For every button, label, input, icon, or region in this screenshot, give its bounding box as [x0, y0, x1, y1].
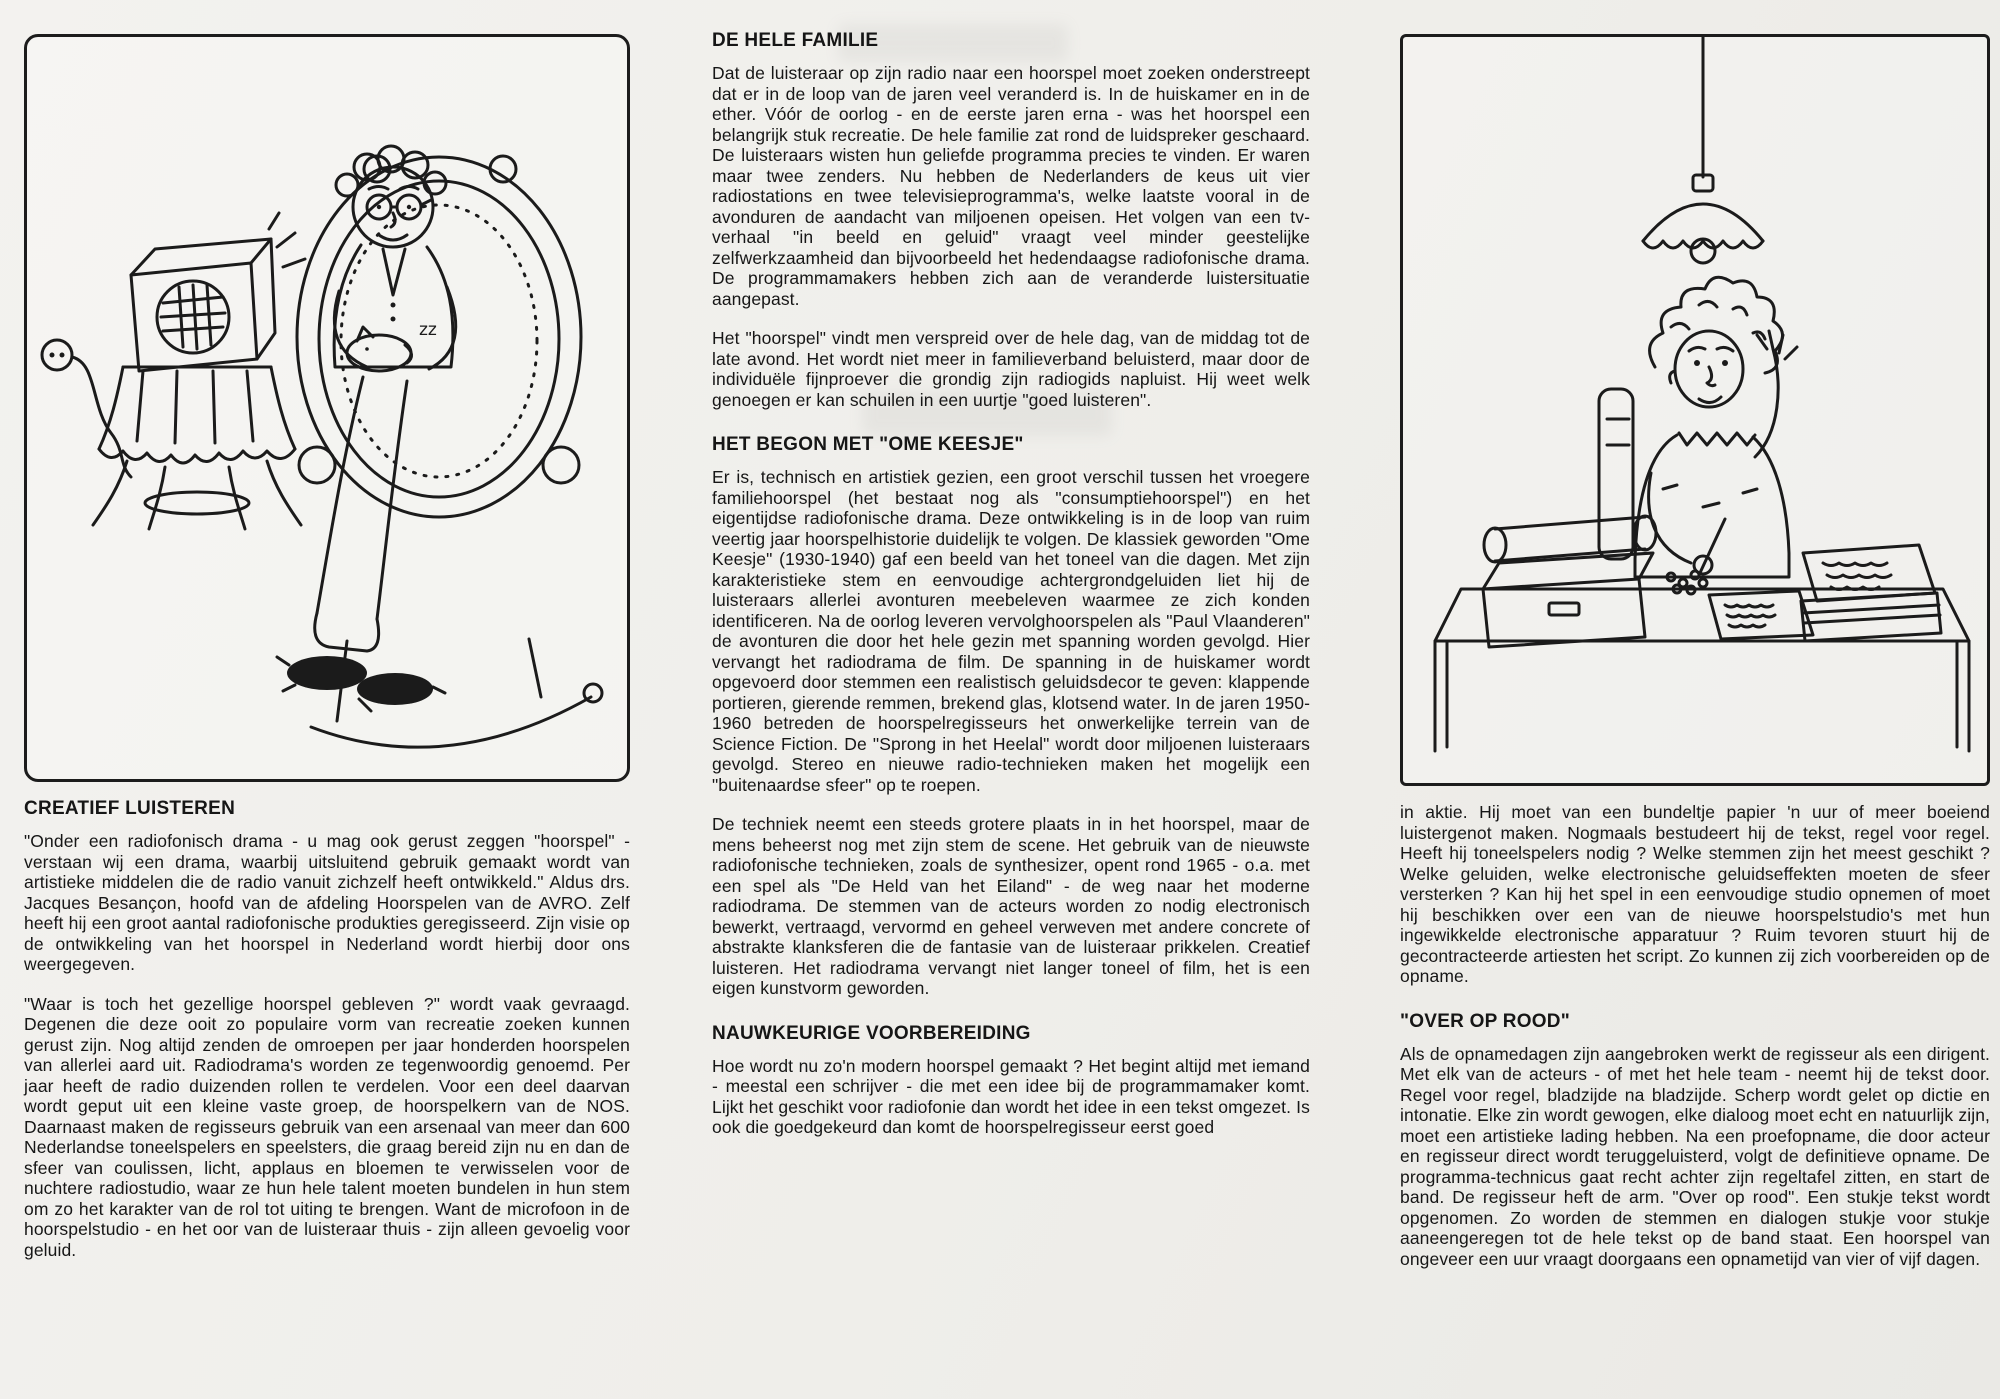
- paragraph: "Onder een radiofonisch drama - u mag ook gerust zeggen "hoorspel" - verstaan wij een drama, waarbij uitsluitend gebruik gemaakt wordt van artistieke middelen die de radio vanuit zichzelf heeft ontwikkeld." Aldus drs. Jacques Besançon, hoofd van de afdeling Hoorspelen van de AVRO. Zelf heeft hij een groot aantal radiofonische produkties geregisseerd. Zijn visie op de ontwikkeling van het hoorspel in Nederland wordt hierbij door ons weergegeven.: [24, 831, 630, 974]
- paragraph: De techniek neemt een steeds grotere plaats in in het hoorspel, maar de mens beheerst nog met zijn stem de scene. Het gebruik van de nieuwste radiofonische technieken, zoals de synthesizer, opent rond 1965 - o.a. met een spel als "De Held van het Eiland" - de weg naar het moderne radiodrama. De stemmen van de acteurs worden zo nodig electronisch bewerkt, vertraagd, vervormd en geheel verweven met andere concrete of abstrakte klanksferen die de fantasie van de luisteraar prikkelen. Creatief luisteren. Het radiodrama vervangt niet langer toneel of film, het is een eigen kunstvorm geworden.: [712, 814, 1310, 998]
- sound-waves-icon: [269, 213, 305, 267]
- radio-speaker-icon: [131, 239, 275, 371]
- listener-person-icon: [315, 146, 456, 651]
- illustration-director-at-desk: [1400, 34, 1990, 786]
- chair-icon: [1599, 389, 1633, 559]
- illustration-radio-listener: [24, 34, 630, 782]
- paragraph: Hoe wordt nu zo'n modern hoorspel gemaakt ? Het begint altijd met iemand - meestal een schrijver - die met een idee bij de programmamaker komt. Lijkt het geschikt voor radiofonie dan wordt het idee in een tekst omgezet. Is ook die goedgekeurd dan komt de hoorspelregisseur eerst goed: [712, 1055, 1310, 1137]
- table-icon: [93, 367, 301, 529]
- right-column: [1400, 0, 1990, 1269]
- middle-column: [712, 0, 1310, 1138]
- section-heading-ome-keesje: HET BEGON MET "OME KEESJE": [712, 434, 1024, 455]
- paragraph: Het "hoorspel" vindt men verspreid over de hele dag, van de middag tot de late avond. Het wordt niet meer in familieverband beluisterd, maar door de individuële fijnproever die grondig zijn radiogids napluist. Hij weet welk genoegen er kan schuilen in een uurtje "goed luisteren".: [712, 328, 1310, 410]
- paragraph: Dat de luisteraar op zijn radio naar een hoorspel moet zoeken onderstreept dat er in de loop van de jaren veel veranderd is. In de huiskamer en in de ether. Vóór de oorlog - en de eerste jaren erna - was het hoorspel een belangrijk stuk recreatie. De hele familie zat rond de luidspreker geschaard. De luisteraars wisten hun geliefde programma precies te vinden. Er waren maar twee zenders. Nu hebben de Nederlanders de keus uit vier radiostations en twee televisieprogramma's, welke laatste vooral in de avonduren de aandacht van miljoenen opeisen. Het volgen van een tv-verhaal "in beeld en geluid" vraagt veel minder geestelijke zelfwerkzaamheid dan bijvoorbeeld het hedendaagse radiofonische drama. De programmamakers hebben zich aan de veranderde luistersituatie aangepast.: [712, 63, 1310, 309]
- paragraph: Als de opnamedagen zijn aangebroken werkt de regisseur als een dirigent. Met elk van de acteurs - of met het hele team - neemt hij de tekst door. Regel voor regel, bladzijde na bladzijde. Scherp wordt gelet op dictie en intonatie. Elke zin wordt gewogen, elke dialoog moet echt en natuurlijk zijn, moet een artistieke lading hebben. Na een proefopname, die door acteur en regisseur direct wordt teruggeluisterd, volgt de definitieve opname. De programma-technicus gaat recht achter zijn regeltafel zitten, en start de band. De regisseur heft de arm. "Over op rood". Een stukje tekst wordt opgenomen. Zo worden de stemmen en dialogen stukje voor stukje aaneengeregen tot de hele tekst op de band staat. Een hoorspel van ongeveer een uur vraagt doorgaans een opnametijd van vier of vijf dagen.: [1400, 1043, 1990, 1269]
- section-heading-de-hele-familie: DE HELE FAMILIE: [712, 30, 879, 51]
- director-drawing: [1403, 37, 1987, 783]
- section-heading-over-op-rood: "OVER OP ROOD": [1400, 1010, 1571, 1032]
- hanging-lamp-icon: [1643, 37, 1763, 263]
- left-column: [24, 0, 630, 1260]
- director-person-icon: [1635, 277, 1797, 577]
- tape-machine-icon: [1483, 516, 1707, 647]
- paragraph: "Waar is toch het gezellige hoorspel gebleven ?" wordt vaak gevraagd. Degenen die deze ooit zo populaire vorm van recreatie zoeken kunnen gerust zijn. Nog altijd zenden de omroepen per jaar honderden hoorspelen van allerlei aard uit. Radiodrama's worden ze tegenwoordig genoemd. Per jaar heeft de radio duizenden rollen te verdelen. Voor een deel daarvan wordt geput uit een kleine vaste groep, de hoorspelkern van de NOS. Daarnaast maken de regisseurs gebruik van een arsenaal van meer dan 600 Nederlandse toneelspelers en speelsters, die graag bereid zijn nu en dan de sfeer van coulissen, licht, applaus en bloemen te verwisselen voor de nuchtere radiostudio, waar ze hun hele talent moeten bundelen in hun stem om zo het karakter van de rol tot uiting te brengen. Want de microfoon in de hoorspelstudio - en het oor van de luisteraar thuis - zijn alleen gevoelig voor geluid.: [24, 993, 630, 1260]
- cat-sleep-text: zz: [419, 320, 437, 340]
- radio-listener-drawing: [27, 37, 627, 779]
- manuscript-sheet-icon: [1709, 591, 1813, 639]
- paragraph: Er is, technisch en artistiek gezien, een groot verschil tussen het vroegere familiehoorspel (het bestaat nog als "consumptiehoorspel") en het eigentijdse radiofonische drama. Deze ontwikkeling is in de loop van ruim veertig jaar hoorspelhistorie duidelijk te volgen. De klassiek geworden "Ome Keesje" (1930-1940) gaf een beeld van het toneel van die dagen. Met zijn karakteristieke stem en eenvoudige achtergrondgeluiden liet hij de luisteraars allerlei avonturen meebeleven waarmee ze zich konden identificeren. Na de oorlog leveren vervolghoorspelen als "Paul Vlaanderen" de avonturen die door het hele gezin met spanning worden gevolgd. Hier vervangt het radiodrama de film. De spanning in de huiskamer wordt opgevoerd door stemmen een realistisch geluidsdecor te geven: klappende portieren, gierende remmen, brekend glas, klotsend water. In de jaren 1950-1960 betreden de hoorspelregisseurs het onwerkelijke terrein van de Science Fiction. De "Sprong in het Heelal" wordt door miljoenen luisteraars gevolgd. Stereo en nieuwe radio-technieken maken het mogelijk een "buitenaardse sfeer" op te roepen.: [712, 467, 1310, 795]
- section-heading-creatief-luisteren: CREATIEF LUISTEREN: [24, 798, 236, 819]
- sleeping-cat-icon: [347, 327, 412, 371]
- paragraph-continuation: in aktie. Hij moet van een bundeltje papier 'n uur of meer boeiend luistergenot maken. Nogmaals bestudeert hij de tekst, regel voor regel. Heeft hij toneelspelers nodig ? Welke stemmen zijn het meest geschikt ? Welke geluiden, welke electronische geluidseffekten moeten de sfeer versterken ? Kan hij het spel in een eenvoudige studio opnemen of moet hij beschikken over een van de nieuwe hoorspelstudio's met hun ingewikkelde electronische apparatuur ? Ruim tevoren stuurt hij de gecontracteerde artiesten het script. Zo kunnen zij zich voorbereiden op de opname.: [1400, 802, 1990, 986]
- desk-icon: [1435, 589, 1969, 751]
- paper-stack-icon: [1801, 545, 1941, 641]
- section-heading-nauwkeurige-voorbereiding: NAUWKEURIGE VOORBEREIDING: [712, 1022, 1031, 1044]
- slippers-icon: [277, 656, 445, 711]
